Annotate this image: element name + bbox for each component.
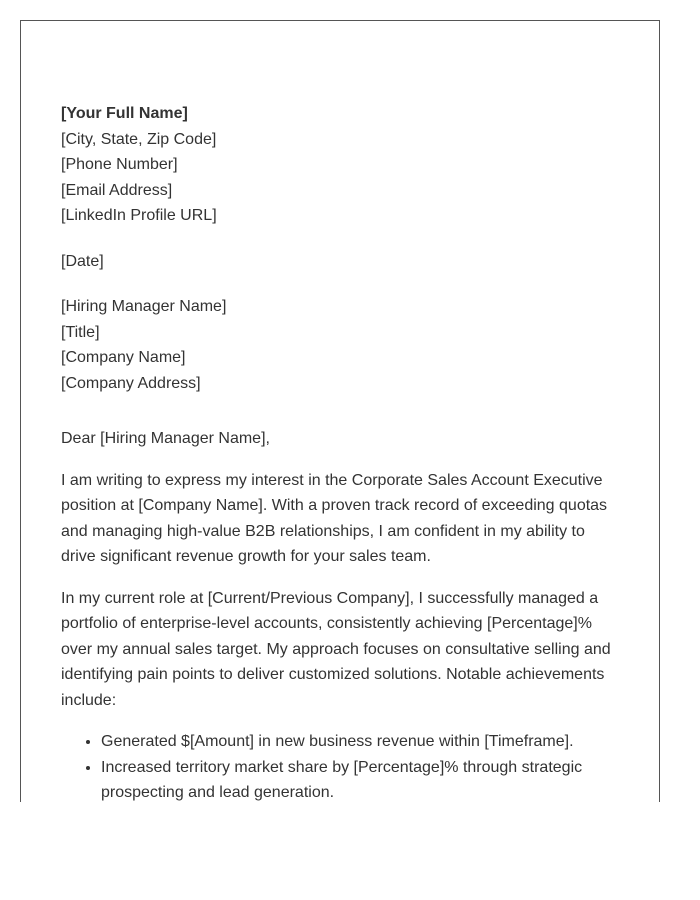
achievement-item: • Generated $[Amount] in new business revenue within [Timeframe]. bbox=[101, 729, 621, 755]
sender-linkedin: [LinkedIn Profile URL] bbox=[61, 207, 217, 224]
recipient-block bbox=[61, 294, 621, 396]
letter-content bbox=[61, 101, 621, 802]
letter-date: [Date] bbox=[61, 252, 104, 270]
recipient-company: [Company Name] bbox=[61, 349, 186, 366]
sender-name: [Your Full Name] bbox=[61, 105, 188, 122]
body-paragraph-1: I am writing to express my interest in the Corporate Sales Account Executive position at [Company Name]. With a proven track record of exceeding quotas and managing high-value B2B relationships, I am confident in my ability to drive significant revenue growth for your sales team. bbox=[61, 471, 608, 565]
letter-page bbox=[20, 20, 660, 802]
body-paragraph-2: In my current role at [Current/Previous Company], I successfully managed a portfolio of enterprise-level accounts, consistently achieving [Percentage]% over my annual sales target. My approach focuses on consultative selling and identifying pain points to deliver customized solutions. Notable achievements include: bbox=[61, 589, 611, 709]
date-block bbox=[61, 249, 621, 275]
sender-email: [Email Address] bbox=[61, 181, 173, 199]
sender-phone: [Phone Number] bbox=[61, 156, 178, 173]
achievement-item: • Increased territory market share by [Percentage]% through strategic prospecting and lead generation. bbox=[101, 755, 621, 803]
recipient-title: [Title] bbox=[61, 323, 100, 341]
sender-city: [City, State, Zip Code] bbox=[61, 130, 217, 148]
achievements-list bbox=[61, 729, 621, 802]
recipient-address: [Company Address] bbox=[61, 374, 201, 392]
salutation: Dear [Hiring Manager Name], bbox=[61, 430, 270, 447]
sender-block bbox=[61, 101, 621, 229]
recipient-name: [Hiring Manager Name] bbox=[61, 298, 227, 315]
